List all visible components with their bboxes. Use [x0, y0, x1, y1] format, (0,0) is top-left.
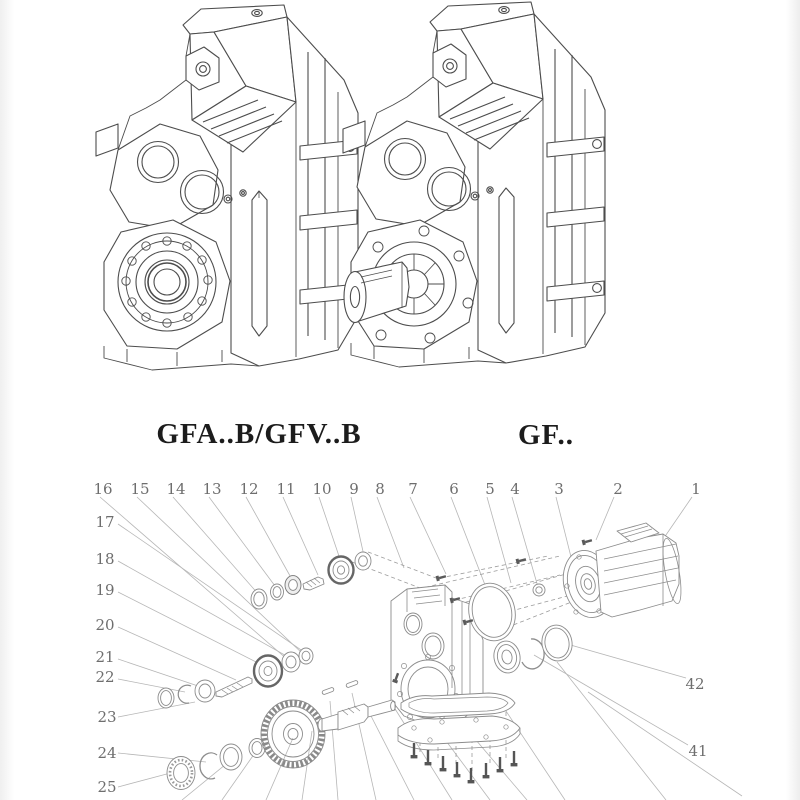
- part-callout: 23: [97, 708, 117, 726]
- part-callout: 22: [95, 668, 115, 686]
- model-label-right: GF..: [517, 419, 575, 451]
- part-callout: 18: [95, 550, 115, 568]
- part-callout: 6: [449, 480, 459, 498]
- part-callout: 4: [510, 480, 520, 498]
- large-gear: [261, 700, 325, 768]
- part-callout: 16: [93, 480, 113, 498]
- part-callout: 42: [685, 675, 705, 693]
- intermediate-shaft-assembly: [158, 648, 313, 708]
- part-callout: 12: [239, 480, 259, 498]
- bottom-cover-assembly: [398, 693, 520, 783]
- gearbox-drawing-solid-shaft: [343, 2, 605, 367]
- part-callout: 15: [130, 480, 150, 498]
- part-callout: 7: [408, 480, 418, 498]
- stepped-shaft: [318, 700, 395, 731]
- cover-bolts: [411, 743, 518, 783]
- part-callout: 11: [276, 480, 296, 498]
- part-callout: 14: [166, 480, 186, 498]
- part-callout: 1: [691, 480, 701, 498]
- part-callout: 8: [375, 480, 385, 498]
- part-callout: 10: [312, 480, 332, 498]
- motor: [556, 523, 684, 623]
- exploded-diagram: [100, 497, 742, 800]
- part-callout: 24: [97, 744, 117, 762]
- part-callout: 19: [95, 581, 115, 599]
- input-shaft-assembly: [251, 552, 371, 609]
- part-callout: 3: [554, 480, 564, 498]
- gearbox-drawing-hollow-shaft: [96, 5, 358, 370]
- part-callout: 41: [688, 742, 708, 760]
- part-callout: 25: [97, 778, 117, 796]
- part-callout: 20: [95, 616, 115, 634]
- part-callout: 21: [95, 648, 115, 666]
- model-label-left: GFA..B/GFV..B: [156, 418, 362, 450]
- part-callout: 9: [349, 480, 359, 498]
- part-callout: 5: [485, 480, 495, 498]
- part-callout: 17: [95, 513, 115, 531]
- part-callout: 13: [202, 480, 222, 498]
- part-callout: 2: [613, 480, 623, 498]
